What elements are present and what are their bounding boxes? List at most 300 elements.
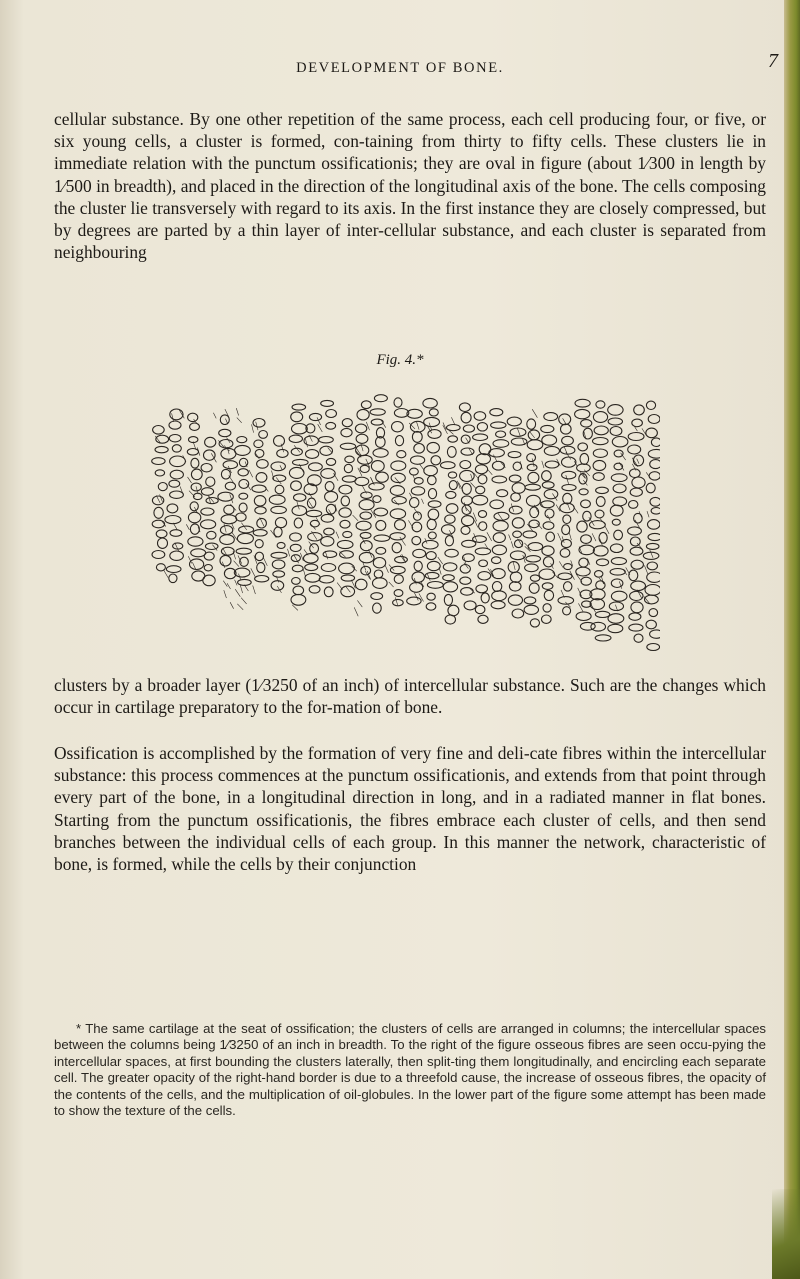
cartilage-cell: [325, 482, 334, 492]
hatch-line: [227, 583, 230, 589]
cartilage-cell: [305, 564, 318, 571]
cartilage-cell: [392, 497, 406, 504]
cartilage-cell: [490, 409, 503, 416]
cartilage-cell: [611, 474, 627, 482]
cartilage-cell: [491, 422, 506, 428]
cartilage-cell: [204, 565, 212, 571]
cartilage-cell: [428, 532, 436, 539]
cartilage-cell: [595, 510, 604, 518]
cartilage-cell: [165, 516, 181, 524]
cartilage-cell: [473, 536, 487, 543]
hatch-line: [542, 461, 544, 468]
cartilage-cell: [509, 582, 521, 591]
cartilage-cell: [220, 415, 229, 425]
cartilage-cell: [290, 544, 301, 551]
cartilage-cell: [152, 551, 165, 559]
cartilage-cell: [441, 462, 456, 469]
hatch-line: [337, 583, 343, 590]
cartilage-cell: [445, 615, 455, 624]
cartilage-cell: [187, 449, 198, 456]
cartilage-cell: [614, 463, 623, 470]
cartilage-cell: [610, 544, 622, 553]
cartilage-cell: [220, 526, 232, 535]
cartilage-cell: [646, 428, 658, 438]
paragraph-ossification: Ossification is accomplished by the formation of very fine and deli-cate fibres within the intercellular substance: this process commences at the punctum ossificationis, and extends from that point through every part of the bone, in a longitudinal direction in long, and in a radiated manner in flat bones. Starting from the punctum ossificationis, the fibres embrace each cluster of cells, and then send branches between the individual cells of each group. In this manner the network, characteristic of bone, is formed, while the cells by their conjunction: [54, 743, 766, 875]
cartilage-cell: [445, 536, 453, 546]
hatch-line: [223, 581, 227, 587]
hatch-line: [591, 604, 596, 612]
hatch-line: [493, 455, 497, 462]
cartilage-cell: [544, 446, 559, 455]
cartilage-cell: [422, 540, 438, 549]
cartilage-cell: [472, 495, 487, 505]
cartilage-cell: [460, 565, 470, 574]
cartilage-cell: [509, 506, 522, 514]
cartilage-cell: [492, 476, 507, 483]
cartilage-cell: [477, 423, 487, 431]
cartilage-cell: [273, 475, 286, 481]
cartilage-cell: [526, 556, 541, 562]
cartilage-cell: [478, 511, 486, 518]
cartilage-cell: [475, 548, 490, 555]
footnote-text: * The same cartilage at the seat of ossification; the clusters of cells are arranged in columns; the intercellular spaces between the columns being 1⁄3250 of an inch in breadth. To the right of the figure osseous fibres are seen occu-pying the intercellular spaces, at first bounding the clusters laterally, then split-ting them longitudinally, and encircling each separate cell. The greater opacity of the right-hand border is due to a threefold cause, the increase of osseous fibres, the opacity of the contents of the cells, and the multiplication of oil-globules. In the lower part of the figure some attempt has been made to show the texture of the cells.: [54, 1021, 766, 1119]
cartilage-cell: [191, 458, 199, 468]
cartilage-cell: [634, 513, 643, 523]
cartilage-cell: [431, 456, 441, 465]
cartilage-cell: [255, 552, 263, 560]
cartilage-cell: [462, 483, 471, 494]
hatch-line: [213, 413, 216, 419]
cartilage-cell: [410, 498, 419, 508]
cartilage-cell: [427, 519, 436, 529]
cartilage-cell: [361, 401, 371, 409]
cartilage-cell: [342, 419, 352, 427]
cartilage-cell: [581, 420, 592, 427]
cartilage-cell: [449, 481, 457, 490]
cartilage-cell: [156, 564, 165, 571]
cartilage-cell: [345, 456, 354, 463]
cartilage-cell: [528, 543, 543, 551]
cartilage-cell: [190, 524, 199, 534]
cartilage-cell: [575, 399, 590, 407]
hatch-line: [180, 487, 183, 495]
cartilage-cell: [542, 546, 554, 556]
book-spine-edge: [784, 0, 800, 1279]
cartilage-cell: [478, 615, 488, 623]
hatch-line: [334, 473, 339, 481]
cartilage-cell: [293, 459, 309, 465]
cartilage-cell: [630, 469, 641, 478]
hatch-line: [517, 428, 520, 436]
cartilage-cell: [629, 570, 638, 581]
cartilage-cell: [272, 560, 285, 569]
hatch-line: [188, 477, 192, 483]
hatch-line: [317, 417, 321, 425]
cartilage-cell: [324, 528, 334, 535]
cartilage-cell: [513, 462, 521, 470]
cartilage-cell: [170, 470, 183, 479]
cartilage-cell: [360, 465, 369, 472]
cartilage-cell: [427, 442, 439, 453]
cartilage-cell: [392, 422, 404, 432]
cartilage-cell: [326, 458, 335, 465]
cartilage-cell: [444, 594, 452, 605]
cartilage-cell: [190, 423, 200, 430]
cartilage-cell: [539, 569, 555, 579]
cartilage-cell: [593, 438, 609, 445]
cartilage-cell: [527, 440, 543, 450]
cartilage-cell: [460, 461, 471, 469]
cartilage-cell: [475, 605, 485, 613]
hatch-line: [513, 561, 515, 570]
cartilage-cell: [271, 462, 285, 471]
hatch-line: [253, 586, 256, 595]
cartilage-cell: [596, 559, 608, 566]
cartilage-cell: [491, 601, 505, 609]
cartilage-cell: [579, 474, 587, 484]
cartilage-cell: [478, 475, 487, 484]
cartilage-cell: [371, 461, 384, 472]
hatch-line: [240, 585, 242, 593]
cartilage-cell: [510, 572, 521, 582]
hatch-line: [300, 553, 303, 561]
cartilage-cell: [310, 544, 319, 554]
cartilage-cell: [490, 500, 504, 509]
cartilage-cell: [410, 468, 419, 475]
cartilage-cell: [634, 634, 643, 642]
cartilage-cell: [411, 456, 425, 464]
cartilage-cell: [201, 508, 214, 515]
cartilage-cell: [577, 521, 587, 532]
cartilage-cell: [612, 519, 620, 525]
cartilage-cell: [413, 549, 426, 557]
cartilage-cell: [447, 447, 456, 458]
hatch-line: [487, 532, 492, 541]
cartilage-cell: [559, 414, 571, 425]
cartilage-cell: [508, 595, 522, 605]
cartilage-cell: [294, 494, 306, 501]
cartilage-cell: [239, 503, 247, 512]
hatch-line: [530, 432, 535, 438]
hatch-line: [563, 418, 566, 423]
cartilage-cell: [651, 508, 660, 515]
cartilage-cell: [614, 530, 623, 540]
cartilage-cell: [651, 438, 660, 447]
cartilage-cell: [356, 521, 371, 530]
cartilage-cell: [321, 400, 334, 406]
cartilage-cell: [579, 558, 588, 567]
cartilage-cell: [525, 564, 539, 572]
cartilage-cell: [426, 552, 436, 560]
cartilage-cell: [646, 543, 659, 549]
cartilage-cell: [445, 515, 455, 523]
hatch-line: [511, 541, 513, 548]
hatch-line: [498, 513, 503, 520]
cartilage-ossification-engraving: [150, 378, 660, 662]
cartilage-cell: [342, 476, 356, 482]
cartilage-cell: [169, 480, 180, 487]
cartilage-cell: [560, 503, 574, 513]
cartilage-cell: [271, 552, 287, 558]
cartilage-cell: [428, 509, 439, 520]
cartilage-cell: [647, 562, 657, 570]
cartilage-cell: [412, 431, 422, 442]
cartilage-cell: [257, 460, 269, 469]
cartilage-cell: [304, 554, 319, 563]
cartilage-cell: [593, 546, 608, 556]
cartilage-cell: [646, 620, 656, 629]
cartilage-cell: [481, 593, 489, 603]
cartilage-cell: [489, 449, 505, 457]
cartilage-cell: [461, 496, 472, 505]
cartilage-cell: [292, 404, 306, 410]
cartilage-cell: [324, 587, 333, 597]
cartilage-cell: [373, 603, 382, 613]
cartilage-cell: [462, 516, 474, 526]
cartilage-cell: [153, 426, 165, 435]
cartilage-cell: [373, 496, 381, 503]
cartilage-cell: [563, 493, 572, 504]
hatch-line: [532, 458, 534, 466]
cartilage-cell: [647, 572, 660, 582]
cartilage-cell: [611, 591, 627, 601]
cartilage-cell: [576, 567, 590, 576]
cartilage-cell: [630, 591, 643, 600]
cartilage-cell: [561, 424, 572, 434]
cartilage-cell: [306, 510, 321, 516]
cartilage-cell: [527, 419, 536, 429]
cartilage-cell: [309, 586, 320, 593]
cartilage-cell: [309, 463, 323, 471]
cartilage-cell: [492, 582, 501, 592]
cartilage-cell: [543, 557, 553, 567]
cartilage-cell: [158, 538, 168, 548]
hatch-line: [229, 476, 235, 485]
hatch-line: [236, 408, 238, 415]
hatch-line: [566, 452, 571, 460]
cartilage-cell: [412, 572, 424, 582]
cartilage-cell: [274, 436, 285, 447]
hatch-line: [353, 515, 359, 521]
cartilage-cell: [562, 457, 576, 467]
cartilage-cell: [374, 535, 390, 541]
cartilage-cell: [634, 405, 645, 415]
cartilage-cell: [166, 566, 181, 573]
cartilage-cell: [361, 566, 371, 575]
cartilage-cell: [154, 507, 163, 518]
cartilage-cell: [207, 531, 216, 539]
cartilage-cell: [294, 518, 302, 528]
cartilage-cell: [236, 548, 251, 554]
hatch-line: [256, 422, 258, 431]
cartilage-cell: [473, 434, 488, 441]
cartilage-cell: [461, 588, 474, 596]
hatch-line: [417, 422, 420, 430]
footnote: [54, 1021, 766, 1119]
cartilage-cell: [412, 536, 421, 544]
hatch-line: [619, 581, 622, 589]
cartilage-cell: [513, 531, 522, 537]
cartilage-cell: [632, 419, 643, 427]
hatch-line: [252, 424, 254, 432]
hatch-line: [422, 499, 424, 504]
hatch-line: [249, 470, 253, 477]
cartilage-cell: [169, 574, 177, 583]
cartilage-cell: [238, 579, 252, 585]
cartilage-cell: [493, 440, 509, 448]
cartilage-cell: [269, 495, 285, 504]
cartilage-cell: [344, 464, 352, 472]
cartilage-cell: [170, 530, 182, 537]
cartilage-cell: [612, 437, 628, 447]
hatch-line: [439, 567, 441, 574]
cartilage-cell: [427, 582, 443, 589]
cartilage-cell: [341, 496, 349, 506]
hatch-line: [564, 447, 567, 454]
cartilage-cell: [542, 471, 552, 481]
cartilage-cell: [235, 445, 251, 455]
cartilage-cell: [321, 469, 335, 479]
cartilage-cell: [492, 461, 504, 470]
hatch-line: [578, 603, 583, 611]
cartilage-cell: [257, 563, 265, 573]
cartilage-cell: [355, 424, 366, 433]
cartilage-cell: [359, 500, 374, 510]
cartilage-cell: [443, 582, 457, 592]
cartilage-cell: [494, 512, 509, 520]
hatch-line: [357, 600, 362, 607]
cartilage-cell: [593, 460, 606, 470]
cartilage-cell: [390, 509, 405, 519]
cartilage-cell: [428, 430, 441, 439]
cartilage-cell: [221, 515, 237, 524]
cartilage-cell: [219, 429, 231, 436]
hatch-line: [235, 580, 238, 586]
cartilage-cell: [579, 489, 588, 495]
cartilage-cell: [613, 484, 626, 493]
cartilage-cell: [524, 605, 538, 614]
cartilage-cell: [426, 603, 436, 610]
cartilage-cell: [292, 578, 301, 585]
cartilage-cell: [220, 555, 231, 566]
cartilage-cell: [479, 560, 488, 567]
cartilage-cell: [277, 542, 285, 548]
hatch-line: [230, 602, 234, 609]
cartilage-cell: [562, 525, 570, 535]
paragraph-cellular-substance: cellular substance. By one other repetition of the same process, each cell producing four, or five, or six young cells, a cluster is formed, con-taining from thirty to fifty cells. These clusters lie in immediate relation with the punctum ossificationis; they are oval in figure (about 1⁄300 in length by 1⁄500 in breadth), and placed in the direction of the longitudinal axis of the bone. The cells composing the cluster lie transversely with regard to its axis. In the first instance they are closely compressed, but by degrees are parted by a thin layer of inter-cellular substance, and each cluster is separated from neighbouring: [54, 109, 766, 263]
cartilage-cell: [155, 446, 168, 452]
cartilage-cell: [576, 612, 591, 621]
cartilage-cell: [340, 443, 355, 449]
cartilage-cell: [394, 398, 402, 407]
cartilage-cell: [528, 430, 539, 440]
cartilage-cell: [492, 545, 506, 555]
hatch-line: [569, 532, 571, 540]
cartilage-cell: [428, 476, 437, 485]
cartilage-cell: [271, 581, 284, 591]
cartilage-cell: [545, 509, 554, 518]
cartilage-cell: [201, 520, 216, 529]
hatch-line: [235, 589, 240, 597]
cartilage-cell: [376, 547, 386, 554]
cartilage-cell: [492, 557, 501, 564]
cartilage-cell: [223, 461, 237, 469]
cartilage-cell: [530, 507, 539, 518]
cartilage-cell: [544, 590, 553, 600]
cartilage-cell: [239, 493, 248, 499]
cartilage-cell: [429, 409, 438, 416]
cartilage-cell: [633, 455, 643, 466]
cartilage-cell: [478, 572, 491, 580]
cartilage-cell: [596, 487, 609, 493]
hatch-line: [305, 438, 307, 447]
hatch-line: [395, 597, 397, 605]
hatch-line: [394, 500, 399, 505]
cartilage-cell: [493, 521, 508, 531]
cartilage-cell: [646, 401, 655, 409]
cartilage-cell: [628, 527, 642, 535]
cartilage-cell: [188, 512, 200, 523]
cartilage-cell: [428, 489, 436, 499]
cartilage-cell: [446, 491, 456, 498]
cartilage-cell: [356, 434, 368, 443]
hatch-line: [172, 413, 174, 422]
cartilage-cell: [580, 453, 589, 464]
cartilage-cell: [649, 472, 660, 480]
hatch-line: [509, 535, 511, 541]
cartilage-cell: [188, 537, 203, 546]
cartilage-cell: [412, 522, 422, 532]
hatch-line: [559, 561, 563, 567]
hatch-line: [475, 520, 478, 527]
cartilage-cell: [596, 401, 605, 408]
cartilage-cell: [252, 485, 266, 492]
hatch-line: [186, 524, 189, 530]
hatch-line: [336, 532, 339, 539]
cartilage-cell: [460, 470, 475, 481]
cartilage-cell: [575, 409, 590, 418]
hatch-line: [605, 526, 609, 534]
cartilage-cell: [292, 424, 308, 434]
cartilage-cell: [169, 421, 181, 429]
cartilage-cell: [234, 568, 250, 577]
cartilage-cell: [205, 543, 218, 549]
cartilage-cell: [630, 547, 643, 555]
cartilage-cell: [190, 559, 204, 570]
hatch-line: [237, 604, 243, 610]
cartilage-cell: [496, 431, 506, 437]
cartilage-cell: [337, 540, 353, 548]
cartilage-cell: [530, 619, 539, 627]
cartilage-cell: [446, 504, 458, 514]
cartilage-cell: [355, 477, 369, 485]
cartilage-cell: [647, 644, 660, 651]
cartilage-cell: [371, 593, 383, 600]
cartilage-cell: [595, 635, 611, 641]
cartilage-cell: [167, 504, 178, 513]
cartilage-cell: [648, 533, 660, 540]
cartilage-cell: [542, 583, 553, 590]
cartilage-cell: [608, 624, 623, 632]
hatch-line: [288, 549, 290, 557]
cartilage-cell: [593, 412, 607, 423]
cartilage-cell: [218, 492, 233, 501]
cartilage-cell: [563, 515, 571, 524]
cartilage-cell: [527, 454, 536, 462]
cartilage-cell: [259, 431, 268, 439]
cartilage-cell: [275, 485, 284, 494]
cartilage-cell: [545, 461, 559, 468]
